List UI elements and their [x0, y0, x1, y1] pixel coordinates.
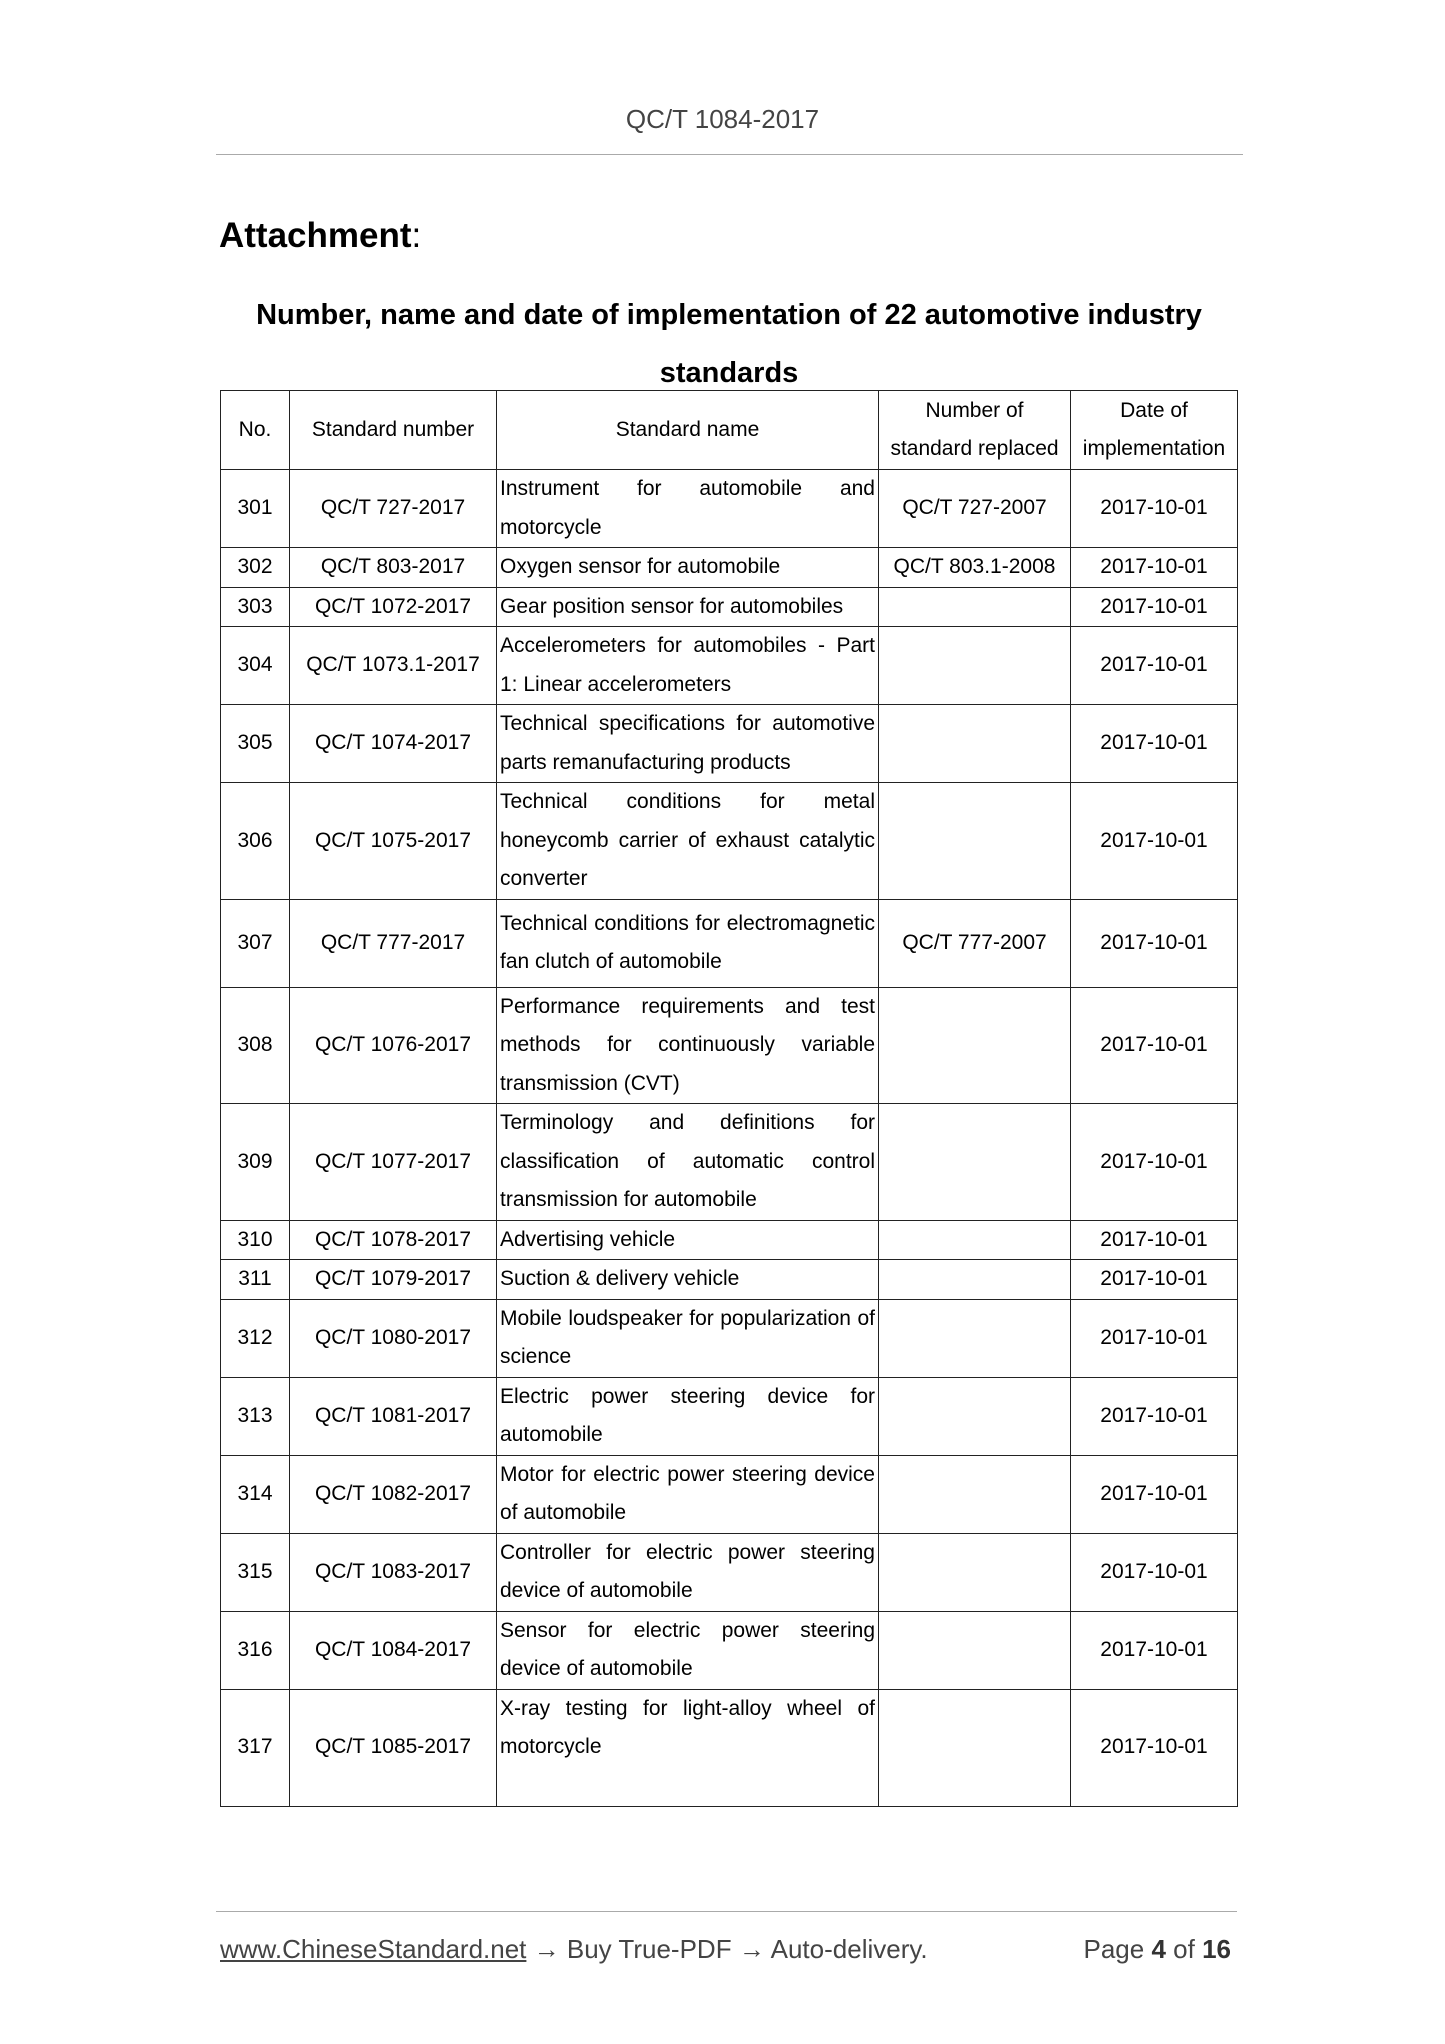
row-replaced	[879, 1104, 1071, 1221]
table-row	[221, 899, 1238, 987]
row-standard-number: QC/T 1072-2017	[290, 587, 497, 627]
row-no: 314	[221, 1455, 290, 1533]
table-title: Number, name and date of implementation of 22 automotive industry standards	[256, 299, 1202, 389]
row-no: 302	[221, 548, 290, 588]
row-standard-name: X-ray testing for light-alloy wheel of motorcycle	[497, 1689, 879, 1806]
table-row	[221, 627, 1238, 705]
row-date: 2017-10-01	[1071, 470, 1238, 548]
row-standard-number: QC/T 1077-2017	[290, 1104, 497, 1221]
table-row	[221, 548, 1238, 588]
row-date: 2017-10-01	[1071, 987, 1238, 1104]
row-date: 2017-10-01	[1071, 1455, 1238, 1533]
row-no: 306	[221, 783, 290, 900]
row-no: 308	[221, 987, 290, 1104]
row-standard-number: QC/T 1073.1-2017	[290, 627, 497, 705]
row-no: 317	[221, 1689, 290, 1806]
table-row	[221, 1220, 1238, 1260]
row-standard-number: QC/T 1085-2017	[290, 1689, 497, 1806]
row-date: 2017-10-01	[1071, 548, 1238, 588]
row-replaced	[879, 987, 1071, 1104]
attachment-label: Attachment	[219, 216, 412, 255]
row-date: 2017-10-01	[1071, 1220, 1238, 1260]
table-row	[221, 783, 1238, 900]
table-row	[221, 1533, 1238, 1611]
row-standard-number: QC/T 1076-2017	[290, 987, 497, 1104]
row-no: 313	[221, 1377, 290, 1455]
row-standard-number: QC/T 727-2017	[290, 470, 497, 548]
table-row	[221, 470, 1238, 548]
row-replaced: QC/T 777-2007	[879, 899, 1071, 987]
row-date: 2017-10-01	[1071, 627, 1238, 705]
row-replaced	[879, 1533, 1071, 1611]
row-standard-number: QC/T 1074-2017	[290, 705, 497, 783]
arrow-icon: →	[738, 1934, 765, 1964]
current-page: 4	[1151, 1934, 1166, 1964]
row-standard-number: QC/T 803-2017	[290, 548, 497, 588]
row-standard-name: Terminology and definitions for classification of automatic control transmission for automobile	[497, 1104, 879, 1221]
row-standard-number: QC/T 1082-2017	[290, 1455, 497, 1533]
row-standard-name: Technical specifications for automotive parts remanufacturing products	[497, 705, 879, 783]
row-standard-number: QC/T 1084-2017	[290, 1611, 497, 1689]
row-standard-name: Technical conditions for metal honeycomb carrier of exhaust catalytic converter	[497, 783, 879, 900]
running-header: QC/T 1084-2017	[625, 104, 820, 134]
auto-delivery-text: Auto-delivery.	[770, 1934, 928, 1964]
header-no: No.	[221, 391, 290, 470]
table-row	[221, 705, 1238, 783]
row-date: 2017-10-01	[1071, 1689, 1238, 1806]
row-date: 2017-10-01	[1071, 1533, 1238, 1611]
row-replaced	[879, 627, 1071, 705]
row-standard-name: Motor for electric power steering device of automobile	[497, 1455, 879, 1533]
header-date: Date of implementation	[1071, 391, 1238, 470]
row-no: 315	[221, 1533, 290, 1611]
table-header-row	[221, 391, 1238, 470]
row-standard-number: QC/T 1083-2017	[290, 1533, 497, 1611]
row-date: 2017-10-01	[1071, 1611, 1238, 1689]
row-no: 301	[221, 470, 290, 548]
website-link[interactable]: www.ChineseStandard.net	[220, 1934, 527, 1964]
table-row	[221, 587, 1238, 627]
row-no: 312	[221, 1299, 290, 1377]
row-replaced	[879, 587, 1071, 627]
header-divider	[216, 154, 1243, 155]
row-standard-number: QC/T 1080-2017	[290, 1299, 497, 1377]
row-standard-name: Oxygen sensor for automobile	[497, 548, 879, 588]
header-standard-number: Standard number	[290, 391, 497, 470]
row-standard-name: Electric power steering device for automobile	[497, 1377, 879, 1455]
total-pages: 16	[1202, 1934, 1231, 1964]
row-replaced	[879, 1455, 1071, 1533]
row-replaced	[879, 1299, 1071, 1377]
row-no: 307	[221, 899, 290, 987]
standards-table	[220, 390, 1238, 1807]
row-standard-name: Controller for electric power steering device of automobile	[497, 1533, 879, 1611]
row-standard-number: QC/T 1075-2017	[290, 783, 497, 900]
row-no: 316	[221, 1611, 290, 1689]
table-row	[221, 987, 1238, 1104]
row-date: 2017-10-01	[1071, 587, 1238, 627]
attachment-colon: :	[411, 216, 422, 255]
row-standard-name: Mobile loudspeaker for popularization of science	[497, 1299, 879, 1377]
row-standard-name: Sensor for electric power steering device of automobile	[497, 1611, 879, 1689]
row-replaced: QC/T 803.1-2008	[879, 548, 1071, 588]
table-row	[221, 1689, 1238, 1806]
row-replaced	[879, 1220, 1071, 1260]
row-date: 2017-10-01	[1071, 705, 1238, 783]
row-standard-name: Technical conditions for electromagnetic fan clutch of automobile	[497, 899, 879, 987]
row-standard-name: Performance requirements and test methods for continuously variable transmission (CVT)	[497, 987, 879, 1104]
row-no: 309	[221, 1104, 290, 1221]
row-standard-number: QC/T 1079-2017	[290, 1260, 497, 1300]
row-replaced	[879, 1611, 1071, 1689]
page-footer	[220, 1934, 1237, 1965]
table-row	[221, 1104, 1238, 1221]
row-replaced	[879, 1377, 1071, 1455]
row-standard-name: Advertising vehicle	[497, 1220, 879, 1260]
row-standard-number: QC/T 1081-2017	[290, 1377, 497, 1455]
row-date: 2017-10-01	[1071, 1260, 1238, 1300]
row-no: 304	[221, 627, 290, 705]
table-row	[221, 1611, 1238, 1689]
table-row	[221, 1299, 1238, 1377]
row-date: 2017-10-01	[1071, 1377, 1238, 1455]
header-standard-name: Standard name	[497, 391, 879, 470]
buy-pdf-text: Buy True-PDF	[566, 1934, 732, 1964]
table-row	[221, 1455, 1238, 1533]
page-number: Page 4 of 16	[1083, 1934, 1231, 1964]
row-date: 2017-10-01	[1071, 899, 1238, 987]
row-replaced	[879, 783, 1071, 900]
row-no: 310	[221, 1220, 290, 1260]
row-replaced	[879, 705, 1071, 783]
row-standard-name: Gear position sensor for automobiles	[497, 587, 879, 627]
arrow-icon: →	[533, 1934, 560, 1964]
row-no: 311	[221, 1260, 290, 1300]
row-replaced: QC/T 727-2007	[879, 470, 1071, 548]
table-row	[221, 1377, 1238, 1455]
row-standard-name: Suction & delivery vehicle	[497, 1260, 879, 1300]
header-replaced: Number of standard replaced	[879, 391, 1071, 470]
row-date: 2017-10-01	[1071, 1104, 1238, 1221]
row-standard-name: Instrument for automobile and motorcycle	[497, 470, 879, 548]
row-no: 305	[221, 705, 290, 783]
row-date: 2017-10-01	[1071, 1299, 1238, 1377]
row-no: 303	[221, 587, 290, 627]
row-replaced	[879, 1689, 1071, 1806]
attachment-heading	[219, 216, 421, 256]
row-standard-number: QC/T 1078-2017	[290, 1220, 497, 1260]
row-standard-number: QC/T 777-2017	[290, 899, 497, 987]
row-standard-name: Accelerometers for automobiles - Part 1: Linear accelerometers	[497, 627, 879, 705]
row-replaced	[879, 1260, 1071, 1300]
footer-divider	[216, 1911, 1237, 1912]
table-row	[221, 1260, 1238, 1300]
row-date: 2017-10-01	[1071, 783, 1238, 900]
